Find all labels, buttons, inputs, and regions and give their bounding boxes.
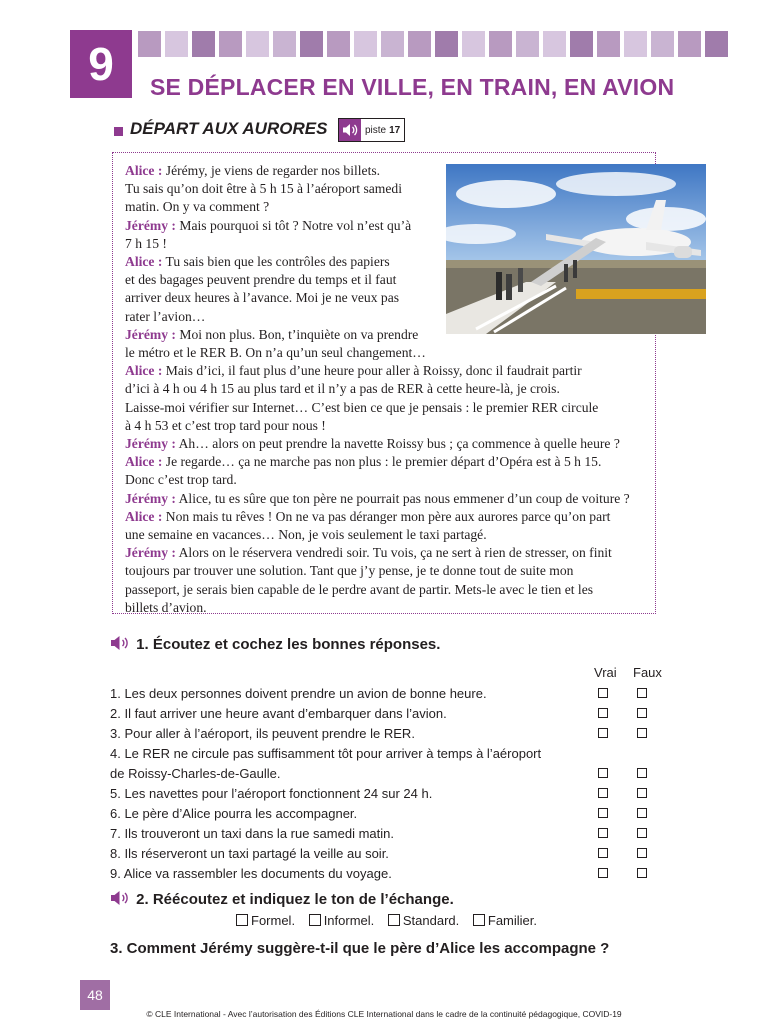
dialogue-text-line: Ah… alors on peut prendre la navette Roissy bus ; ça commence à quelle heure ? (175, 436, 620, 451)
dialogue-text-line: Non mais tu rêves ! On ne va pas déranger mon père aux aurores parce qu’on part (162, 508, 611, 524)
dialogue-text-line: arriver deux heures à l’avance. Moi je ne veux pas (125, 290, 400, 306)
option-standard[interactable] (388, 913, 459, 928)
question-text: 9. Alice va rassembler les documents du voyage. (110, 866, 392, 881)
dialogue-text-line: Laisse-moi vérifier sur Internet… C’est bien ce que je pensais : le premier RER circule (125, 399, 599, 415)
stripe-block (651, 31, 674, 57)
checkbox-vrai[interactable] (598, 708, 608, 718)
exercise-3-title: 3. Comment Jérémy suggère-t-il que le père d’Alice les accompagne ? (110, 940, 610, 957)
speaker-name: Jérémy : (125, 490, 176, 506)
dialogue-line (125, 400, 598, 416)
checkbox-faux[interactable] (637, 848, 647, 858)
dialogue-line (125, 527, 487, 543)
speaker-name: Jérémy : (125, 545, 176, 561)
dialogue-text-line: 7 h 15 ! (125, 235, 167, 251)
stripe-block (300, 31, 323, 57)
question-text: 2. Il faut arriver une heure avant d’embarquer dans l’avion. (110, 706, 447, 721)
checkbox-faux[interactable] (637, 728, 647, 738)
option-label: Formel. (251, 913, 296, 928)
exercise-1-header (110, 635, 440, 655)
question-text: 6. Le père d’Alice pourra les accompagner. (110, 806, 358, 821)
speaker-name: Alice : (125, 454, 163, 470)
stripe-block (219, 31, 242, 57)
dialogue-line (125, 163, 380, 179)
stripe-block (543, 31, 566, 57)
dialogue-text-line: Je regarde… ça ne marche pas non plus : le premier départ d’Opéra est à 5 h 15. (162, 454, 602, 470)
checkbox-faux[interactable] (637, 708, 647, 718)
dialogue-line (125, 563, 573, 579)
speaker-icon (110, 635, 130, 655)
checkbox[interactable] (309, 914, 321, 926)
dialogue-line (125, 236, 167, 252)
copyright-footer: © CLE International - Avec l’autorisation des Éditions CLE International dans le cadre de la continuité pédagogique, COVID-19 (146, 1009, 622, 1019)
dialogue-text-line: le métro et le RER B. On n’a qu’un seul changement… (125, 345, 426, 360)
track-label: piste (365, 124, 387, 136)
stripe-block (381, 31, 404, 57)
speaker-icon (339, 119, 361, 141)
option-label: Standard. (402, 913, 460, 928)
checkbox-vrai[interactable] (598, 848, 608, 858)
dialogue-text-line: Moi non plus. Bon, t’inquiète on va prendre (175, 326, 419, 342)
speaker-name: Alice : (125, 508, 163, 524)
section-title: DÉPART AUX AURORES (130, 119, 328, 138)
dialogue-text-line: Mais d’ici, il faut plus d’une heure pour aller à Roissy, donc il faudrait partir (162, 363, 582, 379)
stripe-block (489, 31, 512, 57)
stripe-block (678, 31, 701, 57)
stripe-block (597, 31, 620, 57)
dialogue-line (125, 491, 630, 507)
checkbox-vrai[interactable] (598, 808, 608, 818)
question-text: 8. Ils réserveront un taxi partagé la veille au soir. (110, 846, 389, 861)
exercise-1-title: 1. Écoutez et cochez les bonnes réponses. (136, 635, 441, 653)
checkbox-faux[interactable] (637, 808, 647, 818)
section-bullet (114, 127, 123, 136)
checkbox-vrai[interactable] (598, 788, 608, 798)
checkbox-faux[interactable] (637, 868, 647, 878)
dialogue-text-line: matin. On y va comment ? (125, 199, 270, 215)
speaker-name: Alice : (125, 254, 163, 269)
question-text: 1. Les deux personnes doivent prendre un avion de bonne heure. (110, 686, 487, 701)
audio-track-button[interactable] (338, 118, 405, 142)
stripe-block (408, 31, 431, 57)
option-label: Familier. (487, 913, 538, 928)
dialogue-text-line: passeport, je serais bien capable de le perdre avant de partir. Mets-le avec le tien et les (125, 581, 594, 597)
stripe-block (246, 31, 269, 57)
dialogue-text-line: d’ici à 4 h ou 4 h 15 au plus tard et il n’y a pas de RER à cette heure-là, je crois. (125, 381, 560, 397)
exercise-2-title: 2. Réécoutez et indiquez le ton de l’échange. (136, 890, 454, 908)
checkbox-vrai[interactable] (598, 688, 608, 698)
checkbox-faux[interactable] (637, 688, 647, 698)
speaker-icon (110, 890, 130, 910)
dialogue-line (125, 436, 620, 452)
speaker-name: Jérémy : (125, 436, 176, 451)
dialogue-line (125, 600, 207, 616)
dialogue-line (125, 181, 402, 197)
checkbox[interactable] (473, 914, 485, 926)
dialogue-text-line: Jérémy, je viens de regarder nos billets. (162, 163, 381, 178)
dialogue-line (125, 454, 601, 470)
chapter-title: SE DÉPLACER EN VILLE, EN TRAIN, EN AVION (150, 74, 675, 100)
speaker-name: Alice : (125, 163, 163, 178)
dialogue-line (125, 582, 593, 598)
stripe-block (462, 31, 485, 57)
dialogue-line (125, 272, 396, 288)
stripe-block (138, 31, 161, 57)
dialogue-line (125, 545, 612, 561)
dialogue-line (125, 381, 560, 397)
speaker-name: Jérémy : (125, 326, 176, 342)
dialogue-line (125, 509, 610, 525)
stripe-block (192, 31, 215, 57)
checkbox-vrai[interactable] (598, 828, 608, 838)
dialogue-line (125, 327, 418, 343)
stripe-block (435, 31, 458, 57)
checkbox-vrai[interactable] (598, 868, 608, 878)
dialogue-text-line: Tu sais bien que les contrôles des papiers (162, 254, 390, 269)
stripe-block (705, 31, 728, 57)
checkbox[interactable] (388, 914, 400, 926)
dialogue-line (125, 218, 411, 234)
option-formel[interactable] (236, 913, 295, 928)
dialogue-line (125, 472, 237, 488)
page-number: 48 (80, 980, 110, 1010)
airport-airplane-photo (446, 164, 706, 334)
question-text: 7. Ils trouveront un taxi dans la rue samedi matin. (110, 826, 394, 841)
dialogue-text-line: Donc c’est trop tard. (125, 472, 237, 488)
exercise-2-header (110, 890, 454, 910)
speaker-name: Alice : (125, 363, 163, 379)
checkbox-faux[interactable] (637, 828, 647, 838)
dialogue-text-line: toujours par trouver une solution. Tant que j’y pense, je te donne tout de suite mon (125, 563, 574, 579)
track-number: 17 (389, 124, 401, 136)
option-label: Informel. (323, 913, 375, 928)
dialogue-text-line: Alors on le réservera vendredi soir. Tu vois, ça ne sert à rien de stresser, on finit (175, 545, 612, 561)
checkbox-vrai[interactable] (598, 728, 608, 738)
dialogue-line (125, 199, 269, 215)
speaker-name: Jérémy : (125, 217, 176, 233)
dialogue-text-line: rater l’avion… (125, 308, 206, 324)
tone-options (236, 913, 547, 928)
question-text: 5. Les navettes pour l’aéroport fonctionnent 24 sur 24 h. (110, 786, 433, 801)
stripe-block (570, 31, 593, 57)
option-familier[interactable] (473, 913, 537, 928)
column-header-faux: Faux (633, 665, 662, 680)
stripe-block (327, 31, 350, 57)
dialogue-text-line: et des bagages peuvent prendre du temps et il faut (125, 272, 397, 288)
checkbox-faux[interactable] (637, 788, 647, 798)
dialogue-text-line: une semaine en vacances… Non, je vois seulement le taxi partagé. (125, 527, 487, 542)
dialogue-line (125, 363, 582, 379)
dialogue-text-line: Tu sais qu’on doit être à 5 h 15 à l’aéroport samedi (125, 181, 402, 197)
column-header-vrai: Vrai (594, 665, 617, 680)
question-text: 4. Le RER ne circule pas suffisamment tôt pour arriver à temps à l’aéroport (110, 746, 542, 761)
stripe-block (516, 31, 539, 57)
dialogue-text-line: Mais pourquoi si tôt ? Notre vol n’est qu’à (175, 217, 412, 233)
dialogue-line (125, 309, 205, 325)
dialogue-line (125, 254, 390, 270)
dialogue-text-line: à 4 h 53 et c’est trop tard pour nous ! (125, 417, 326, 433)
stripe-block (165, 31, 188, 57)
checkbox-vrai[interactable] (598, 768, 608, 778)
dialogue-line (125, 345, 426, 361)
stripe-block (354, 31, 377, 57)
stripe-block (624, 31, 647, 57)
dialogue-line (125, 290, 399, 306)
option-informel[interactable] (309, 913, 375, 928)
stripe-block (273, 31, 296, 57)
checkbox-faux[interactable] (637, 768, 647, 778)
dialogue-text-line: billets d’avion. (125, 599, 207, 615)
chapter-number: 9 (70, 30, 132, 98)
header-color-stripe (138, 31, 728, 57)
checkbox[interactable] (236, 914, 248, 926)
question-text: de Roissy-Charles-de-Gaulle. (110, 766, 281, 781)
question-text: 3. Pour aller à l’aéroport, ils peuvent prendre le RER. (110, 726, 415, 741)
dialogue-text-line: Alice, tu es sûre que ton père ne pourrait pas nous emmener d’un coup de voiture ? (175, 490, 630, 506)
dialogue-line (125, 418, 326, 434)
